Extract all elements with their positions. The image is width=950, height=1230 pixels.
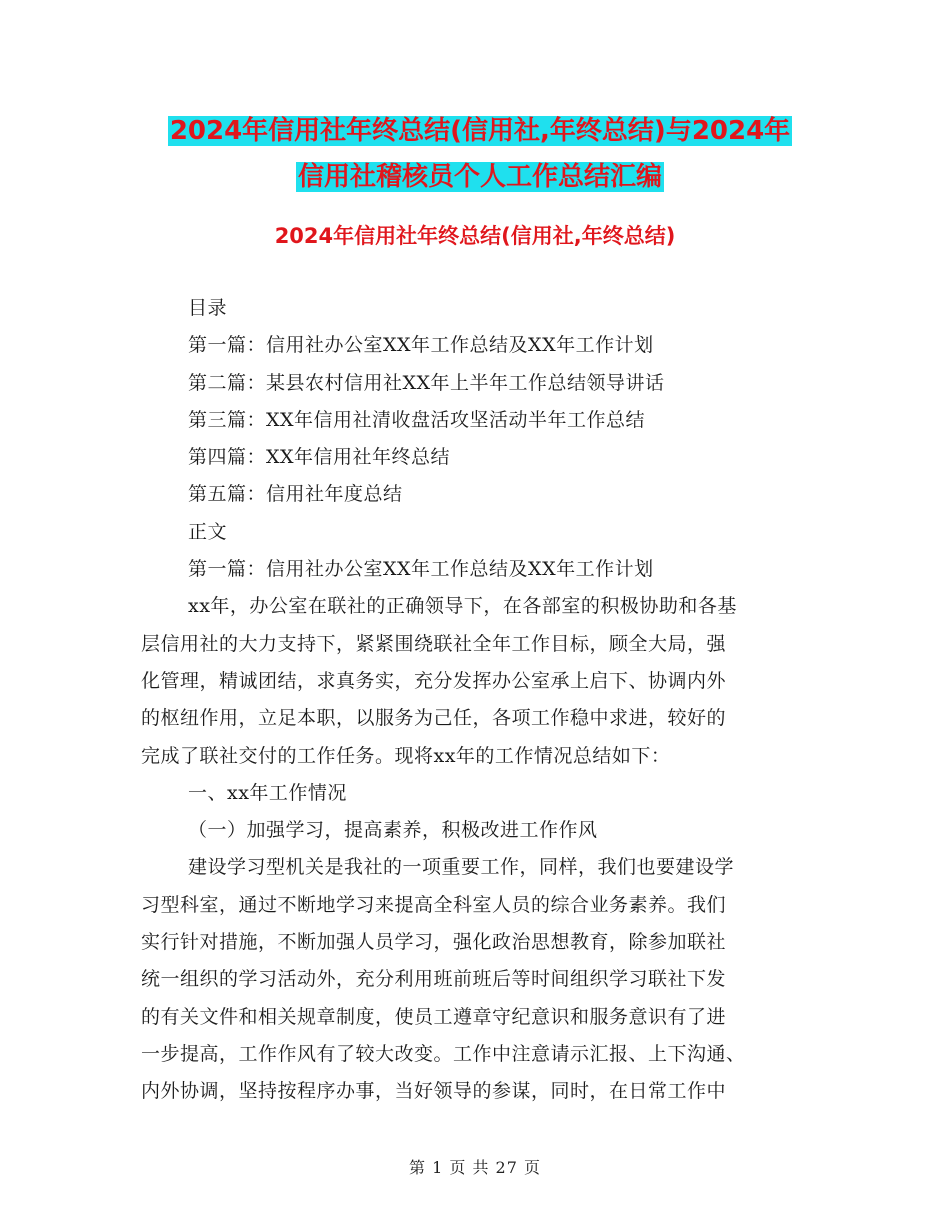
document-body bbox=[141, 290, 806, 1111]
body-line: 实行针对措施，不断加强人员学习，强化政治思想教育，除参加联社 bbox=[141, 931, 727, 954]
body-line: 完成了联社交付的工作任务。现将xx年的工作情况总结如下： bbox=[141, 744, 671, 767]
body-line: 目录 bbox=[188, 297, 228, 319]
page-footer: 第 1 页 共 27 页 bbox=[409, 1158, 541, 1177]
body-line: 第五篇：信用社年度总结 bbox=[188, 483, 403, 506]
body-line: 的有关文件和相关规章制度，使员工遵章守纪意识和服务意识有了进 bbox=[141, 1005, 727, 1028]
body-line: 第四篇：XX年信用社年终总结 bbox=[188, 446, 451, 469]
body-line: 一步提高，工作作风有了较大改变。工作中注意请示汇报、上下沟通、 bbox=[141, 1042, 746, 1065]
body-line: （一）加强学习，提高素养，积极改进工作作风 bbox=[188, 819, 598, 842]
body-line: 一、xx年工作情况 bbox=[188, 781, 347, 804]
body-line: 正文 bbox=[188, 520, 228, 543]
body-line: xx年，办公室在联社的正确领导下，在各部室的积极协助和各基 bbox=[188, 595, 737, 618]
body-line: 第一篇：信用社办公室XX年工作总结及XX年工作计划 bbox=[188, 334, 654, 357]
body-line: 第二篇：某县农村信用社XX年上半年工作总结领导讲话 bbox=[188, 371, 665, 394]
body-line: 第一篇：信用社办公室XX年工作总结及XX年工作计划 bbox=[188, 558, 654, 581]
body-line: 第三篇：XX年信用社清收盘活攻坚活动半年工作总结 bbox=[188, 408, 646, 431]
body-line: 内外协调，坚持按程序办事，当好领导的参谋，同时，在日常工作中 bbox=[141, 1080, 727, 1103]
document-title-line2: 信用社稽核员个人工作总结汇编 bbox=[297, 162, 662, 192]
body-line: 建设学习型机关是我社的一项重要工作，同样，我们也要建设学 bbox=[188, 856, 735, 879]
body-line: 化管理，精诚团结，求真务实，充分发挥办公室承上启下、协调内外 bbox=[141, 669, 727, 692]
section-title: 2024年信用社年终总结(信用社,年终总结) bbox=[274, 224, 676, 248]
body-line: 统一组织的学习活动外，充分利用班前班后等时间组织学习联社下发 bbox=[141, 968, 727, 991]
body-line: 层信用社的大力支持下，紧紧围绕联社全年工作目标，顾全大局，强 bbox=[141, 632, 727, 655]
document-title bbox=[140, 108, 820, 200]
document-title-line1: 2024年信用社年终总结(信用社,年终总结)与2024年 bbox=[169, 116, 791, 146]
body-line: 习型科室，通过不断地学习来提高全科室人员的综合业务素养。我们 bbox=[141, 893, 727, 916]
body-line: 的枢纽作用，立足本职，以服务为己任，各项工作稳中求进，较好的 bbox=[141, 707, 727, 730]
